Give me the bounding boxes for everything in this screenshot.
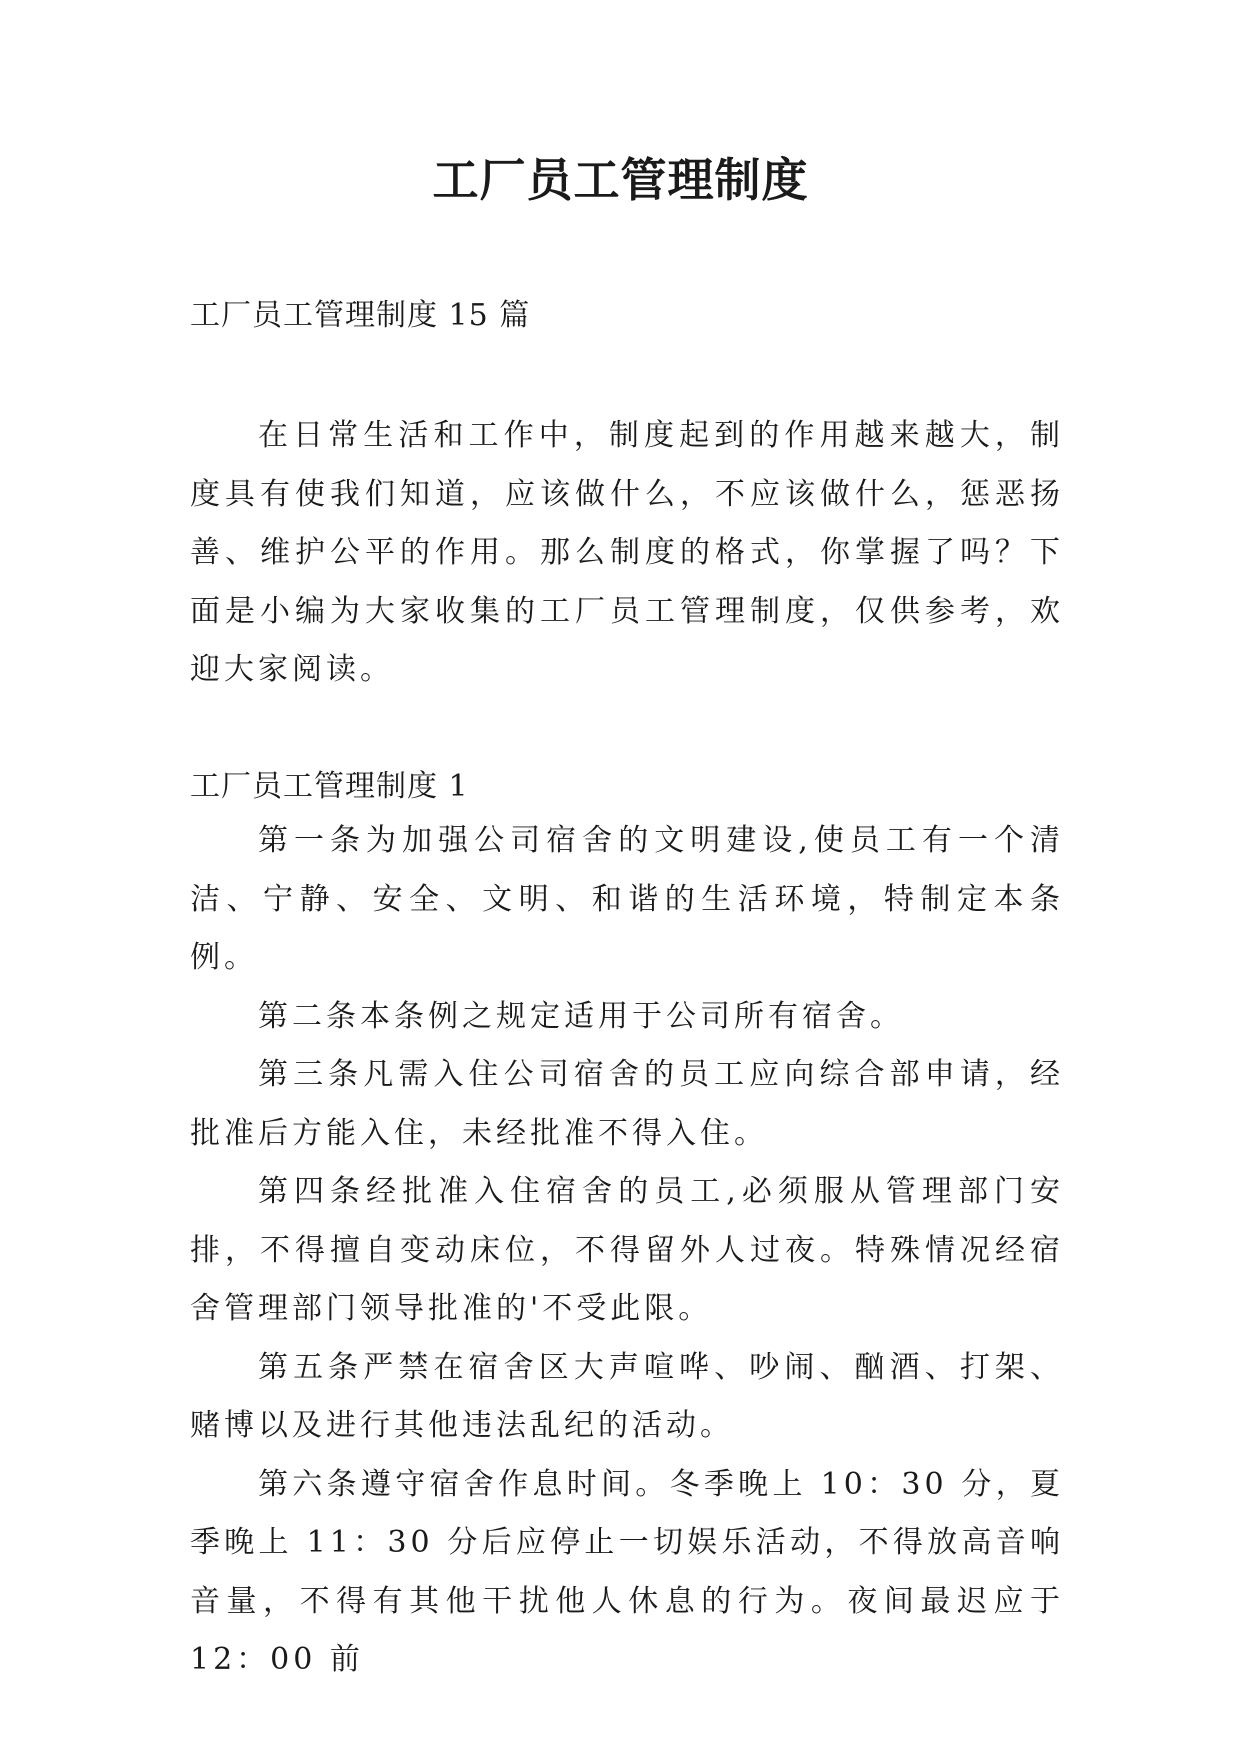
document-title: 工厂员工管理制度: [432, 153, 809, 207]
document-subtitle: 工厂员工管理制度 15 篇: [190, 298, 531, 333]
intro-paragraph: 在日常生活和工作中，制度起到的作用越来越大，制度具有使我们知道，应该做什么，不应该做什么，惩恶扬善、维护公平的作用。那么制度的格式，你掌握了吗？下面是小编为大家收集的工厂员工管理制度，仅供参考，欢迎大家阅读。: [190, 418, 1064, 687]
article-3: 第三条凡需入住公司宿舍的员工应向综合部申请，经批准后方能入住，未经批准不得入住。: [190, 1057, 1064, 1151]
article-4: 第四条经批准入住宿舍的员工,必须服从管理部门安排，不得擅自变动床位，不得留外人过夜。特殊情况经宿舍管理部门领导批准的'不受此限。: [190, 1174, 1064, 1326]
article-5: 第五条严禁在宿舍区大声喧哗、吵闹、酗酒、打架、赌博以及进行其他违法乱纪的活动。: [190, 1349, 1064, 1443]
article-list: [190, 812, 1064, 1690]
article-2: 第二条本条例之规定适用于公司所有宿舍。: [258, 998, 904, 1034]
article-1: 第一条为加强公司宿舍的文明建设,使员工有一个清洁、宁静、安全、文明、和谐的生活环境，特制定本条例。: [190, 823, 1064, 975]
section-heading: 工厂员工管理制度 1: [190, 769, 469, 804]
article-6: 第六条遵守宿舍作息时间。冬季晚上 10：30 分，夏季晚上 11：30 分后应停止一切娱乐活动，不得放高音响音量，不得有其他干扰他人休息的行为。夜间最迟应于 12：00 前: [190, 1466, 1064, 1677]
